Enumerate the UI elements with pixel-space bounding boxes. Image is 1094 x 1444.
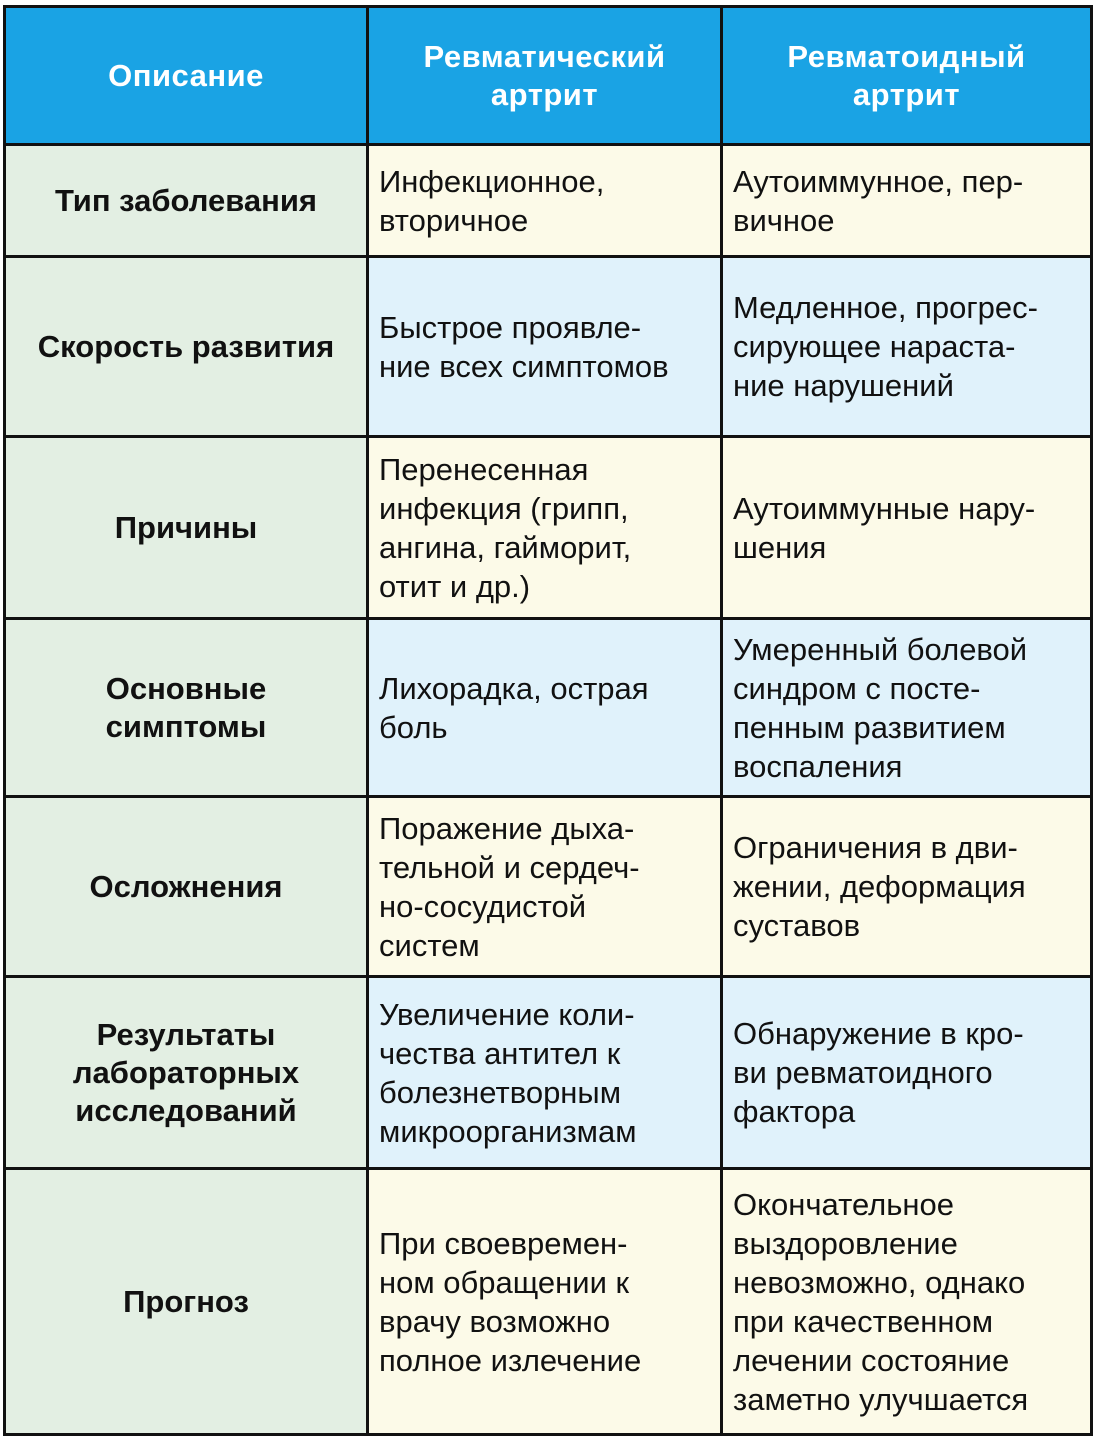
rheumatoid-cell: Окончательное выздоровление невозможно, однако при качественном лечении состояние заметно улучшается: [722, 1169, 1092, 1435]
table-row: [5, 977, 1092, 1169]
table-row: [5, 437, 1092, 619]
rheumatoid-cell: Умеренный болевой синдром с посте- пенным развитием воспаления: [722, 619, 1092, 797]
rheumatic-cell: Лихорадка, острая боль: [368, 619, 722, 797]
table-row: [5, 1169, 1092, 1435]
header-rheumatic-arthritis: Ревматический артрит: [368, 7, 722, 145]
table-row: [5, 619, 1092, 797]
rheumatoid-cell: Ограничения в дви- жении, деформация суставов: [722, 797, 1092, 977]
rheumatic-cell: Быстрое проявле- ние всех симптомов: [368, 257, 722, 437]
row-label: Результаты лабораторных исследований: [5, 977, 368, 1169]
rheumatic-cell: Инфекционное, вторичное: [368, 145, 722, 257]
rheumatoid-cell: Обнаружение в кро- ви ревматоидного фактора: [722, 977, 1092, 1169]
rheumatoid-cell: Аутоиммунное, пер- вичное: [722, 145, 1092, 257]
comparison-table: [3, 5, 1093, 1436]
rheumatoid-cell: Медленное, прогрес- сирующее нараста- ние нарушений: [722, 257, 1092, 437]
header-rheumatoid-arthritis: Ревматоидный артрит: [722, 7, 1092, 145]
header-row: [5, 7, 1092, 145]
header-description: Описание: [5, 7, 368, 145]
row-label: Основные симптомы: [5, 619, 368, 797]
rheumatoid-cell: Аутоиммунные нару- шения: [722, 437, 1092, 619]
row-label: Прогноз: [5, 1169, 368, 1435]
row-label: Тип заболевания: [5, 145, 368, 257]
rheumatic-cell: Перенесенная инфекция (грипп, ангина, гайморит, отит и др.): [368, 437, 722, 619]
row-label: Скорость развития: [5, 257, 368, 437]
rheumatic-cell: Поражение дыха- тельной и сердеч- но-сосудистой систем: [368, 797, 722, 977]
row-label: Осложнения: [5, 797, 368, 977]
rheumatic-cell: При своевремен- ном обращении к врачу возможно полное излечение: [368, 1169, 722, 1435]
table-row: [5, 257, 1092, 437]
table-row: [5, 145, 1092, 257]
row-label: Причины: [5, 437, 368, 619]
rheumatic-cell: Увеличение коли- чества антител к болезнетворным микроорганизмам: [368, 977, 722, 1169]
table-row: [5, 797, 1092, 977]
